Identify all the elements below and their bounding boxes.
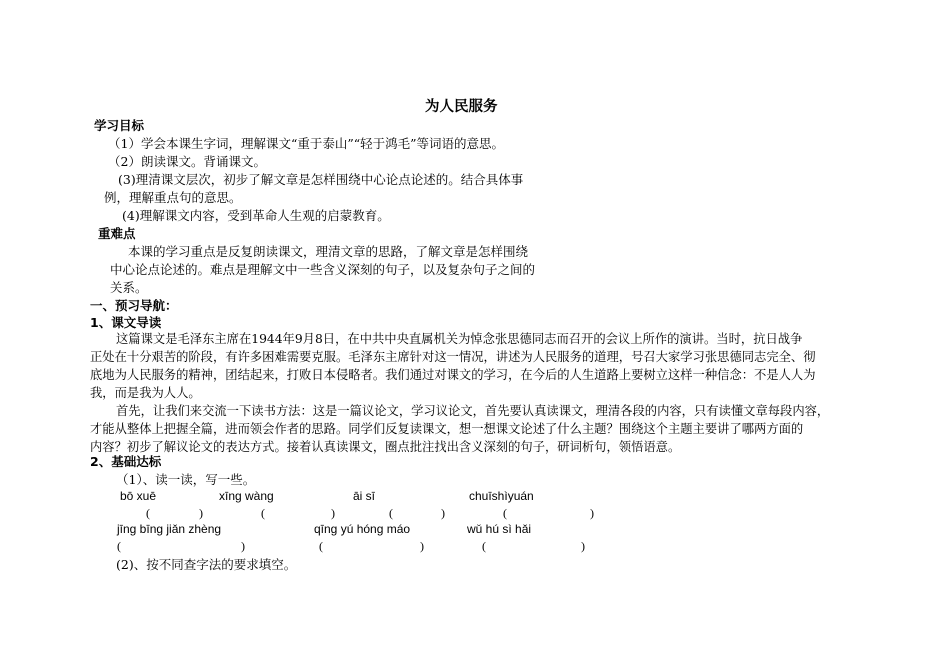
pinyin-7: wǔ hú sì hǎi xyxy=(467,522,532,536)
goal-item-1: （1）学会本课生字词，理解课文“重于泰山”“轻于鸿毛”等词语的意思。 xyxy=(108,136,505,151)
key-points-heading: 重难点 xyxy=(98,226,136,241)
goals-heading: 学习目标 xyxy=(94,118,145,133)
blank-1-open[interactable]: ( xyxy=(146,506,150,520)
guide-paragraph-1 xyxy=(90,330,865,402)
blank-1-close: ) xyxy=(199,506,203,520)
section2-heading: 2、基础达标 xyxy=(90,454,162,469)
goal-item-3-line1: (3)理清课文层次，初步了解文章是怎样围绕中心论点论述的。结合具体事 xyxy=(118,172,524,187)
blank-2-close: ) xyxy=(331,506,335,520)
key-points-line3: 关系。 xyxy=(110,280,148,295)
blank-4-close: ) xyxy=(590,506,594,520)
blank-3-open[interactable]: ( xyxy=(389,506,393,520)
section1-heading: 1、课文导读 xyxy=(90,315,162,330)
key-points-line2: 中心论点论述的。难点是理解文中一些含义深刻的句子，以及复杂句子之间的 xyxy=(110,262,536,277)
key-points-line1: 本课的学习重点是反复朗读课文，理清文章的思路，了解文章是怎样围绕 xyxy=(128,244,529,259)
goal-item-2: （2）朗读课文。背诵课文。 xyxy=(108,154,266,169)
blank-6-close: ) xyxy=(420,539,424,553)
blank-5-close: ) xyxy=(241,539,245,553)
document-title: 为人民服务 xyxy=(425,99,498,115)
guide-para1-line1: 这篇课文是毛泽东主席在1944年9月8日，在中共中央直属机关为悼念张思德同志而召开的会议上所作的演讲。当时，抗日战争 xyxy=(116,332,803,346)
pinyin-6: qīng yú hóng máo xyxy=(314,522,411,536)
goal-item-4: (4)理解课文内容，受到革命人生观的启蒙教育。 xyxy=(122,208,390,223)
guide-para2-line2: 才能从整体上把握全篇，进而领会作者的思路。同学们反复读课文，想一想课文论述了什么主题？围绕这个主题主要讲了哪两方面的 xyxy=(90,422,804,436)
blank-5-open[interactable]: ( xyxy=(117,539,121,553)
preview-heading: 一、预习导航： xyxy=(90,298,178,313)
blank-2-open[interactable]: ( xyxy=(261,506,265,520)
guide-para2-line3: 内容？初步了解议论文的表达方式。接着认真读课文，圈点批注找出含义深刻的句子，研词析句，领悟语意。 xyxy=(90,440,681,454)
guide-para1-line2: 正处在十分艰苦的阶段，有许多困难需要克服。毛泽东主席针对这一情况，讲述为人民服务的道理，号召大家学习张思德同志完全、彻 xyxy=(90,350,816,364)
blank-4-open[interactable]: ( xyxy=(503,506,507,520)
guide-para1-line3: 底地为人民服务的精神，团结起来，打败日本侵略者。我们通过对课文的学习，在今后的人生道路上要树立这样一种信念：不是人人为 xyxy=(90,368,816,382)
goal-item-3-line2: 例，理解重点句的意思。 xyxy=(104,190,242,205)
pinyin-5: jīng bīng jiǎn zhèng xyxy=(117,522,222,536)
guide-paragraph-2 xyxy=(90,402,865,456)
pinyin-4: chuīshìyuán xyxy=(469,489,534,503)
blank-7-close: ) xyxy=(581,539,585,553)
pinyin-3: āi sī xyxy=(353,489,376,503)
pinyin-1: bō xuē xyxy=(120,489,157,503)
blank-6-open[interactable]: ( xyxy=(319,539,323,553)
exercise1-label: （1）、读一读，写一些。 xyxy=(116,472,256,487)
blank-7-open[interactable]: ( xyxy=(482,539,486,553)
exercise2-label: (2)、按不同查字法的要求填空。 xyxy=(116,557,297,572)
blank-3-close: ) xyxy=(441,506,445,520)
guide-para1-line4: 我，而是我为人人。 xyxy=(90,386,201,400)
pinyin-2: xīng wàng xyxy=(219,489,274,503)
guide-para2-line1: 首先，让我们来交流一下读书方法：这是一篇议论文，学习议论文，首先要认真读课文，理清各段的内容，只有读懂文章每段内容， xyxy=(116,404,830,418)
